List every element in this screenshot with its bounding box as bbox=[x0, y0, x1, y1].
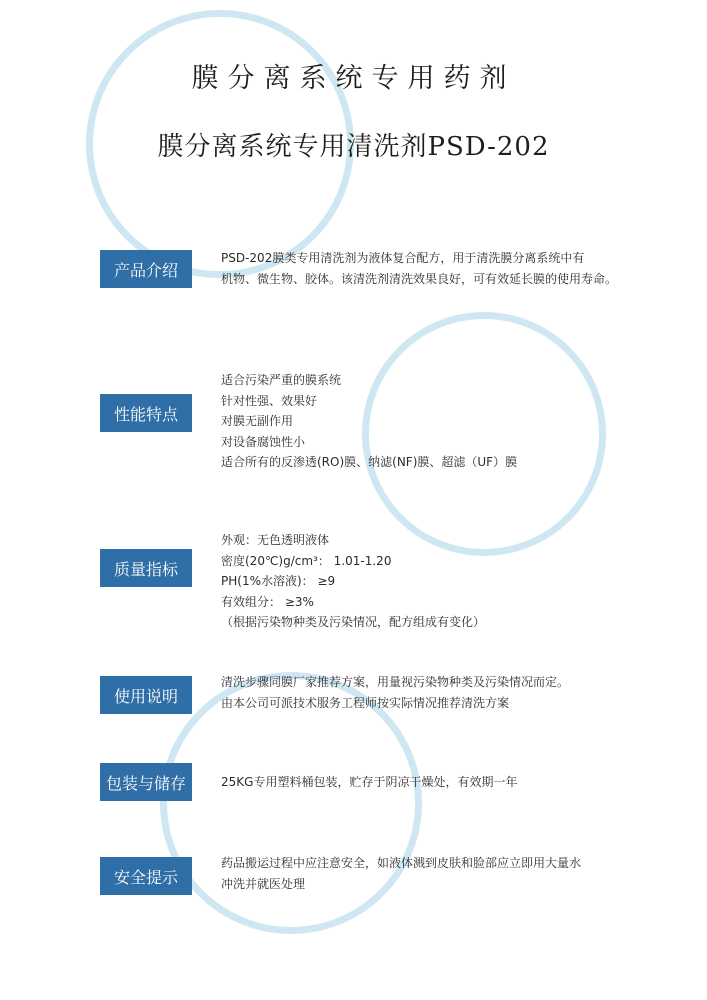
section-body-intro bbox=[221, 248, 671, 289]
body-line: 25KG专用塑料桶包装，贮存于阴凉干燥处，有效期一年 bbox=[221, 775, 518, 789]
body-line: 由本公司可派技术服务工程师按实际情况推荐清洗方案 bbox=[221, 695, 510, 710]
section-body-quality bbox=[221, 530, 671, 633]
product-title: 膜分离系统专用清洗剂PSD-202 bbox=[157, 132, 550, 162]
body-line: PH(1%水溶液)： ≥9 bbox=[221, 574, 336, 588]
body-line: 冲洗并就医处理 bbox=[221, 876, 306, 891]
section-label-quality: 质量指标 bbox=[100, 549, 192, 587]
body-line: 机物、微生物、胶体。该清洗剂清洗效果良好，可有效延长膜的使用寿命。 bbox=[221, 271, 618, 286]
section-label-safety: 安全提示 bbox=[100, 857, 192, 895]
section-label-usage: 使用说明 bbox=[100, 676, 192, 714]
body-line: 针对性强、效果好 bbox=[221, 393, 318, 408]
body-line: 对设备腐蚀性小 bbox=[221, 434, 306, 449]
body-line: 外观：无色透明液体 bbox=[221, 533, 330, 547]
section-body-safety bbox=[221, 853, 671, 894]
body-line: （根据污染物种类及污染情况，配方组成有变化） bbox=[221, 615, 486, 629]
body-line: 清洗步骤同膜厂家推荐方案，用量视污染物种类及污染情况而定。 bbox=[221, 675, 570, 689]
section-label-packaging: 包装与储存 bbox=[100, 763, 192, 801]
body-line: 有效组分： ≥3% bbox=[221, 594, 314, 609]
body-line: 对膜无副作用 bbox=[221, 414, 294, 428]
body-line: 密度(20℃)g/cm³： 1.01-1.20 bbox=[221, 553, 392, 568]
section-label-intro: 产品介绍 bbox=[100, 250, 192, 288]
page-title: 膜分离系统专用药剂 bbox=[191, 63, 516, 94]
section-body-features bbox=[221, 370, 671, 473]
body-line: PSD-202膜类专用清洗剂为液体复合配方，用于清洗膜分离系统中有 bbox=[221, 251, 585, 265]
body-line: 适合所有的反渗透(RO)膜、纳滤(NF)膜、超滤（UF）膜 bbox=[221, 455, 518, 469]
section-body-usage bbox=[221, 672, 671, 713]
section-body-packaging bbox=[221, 772, 671, 793]
body-line: 适合污染严重的膜系统 bbox=[221, 373, 342, 387]
section-label-features: 性能特点 bbox=[100, 394, 192, 432]
body-line: 药品搬运过程中应注意安全，如液体溅到皮肤和脸部应立即用大量水 bbox=[221, 856, 582, 870]
